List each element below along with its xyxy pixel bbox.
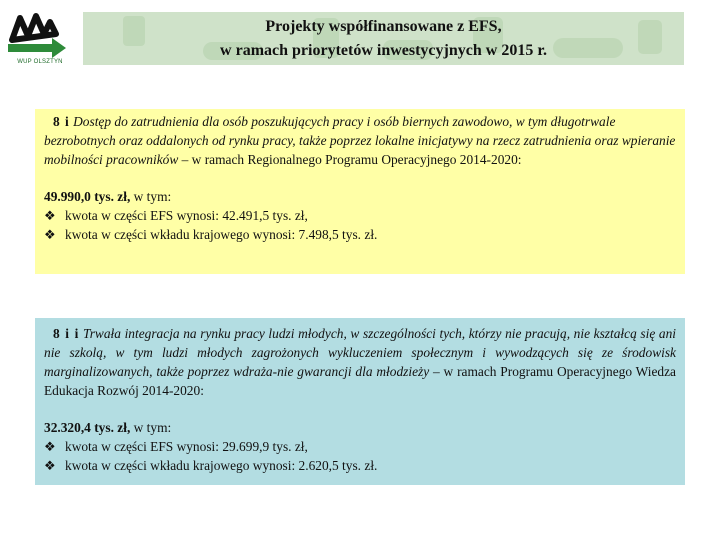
amount-line: [44, 187, 676, 206]
total-amount: 32.320,4 tys. zł,: [44, 420, 131, 435]
logo-caption: WUP OLSZTYN: [17, 59, 63, 65]
diamond-bullet-icon: ❖: [44, 439, 56, 454]
priority-description: [44, 324, 676, 400]
priority-description-program: – w ramach Programu Operacyjnego Wiedza Edukacja Rozwój 2014-2020:: [44, 364, 677, 398]
diamond-bullet-icon: ❖: [44, 227, 56, 242]
priority-number: 8 i i: [53, 326, 80, 341]
amount-line: [44, 418, 676, 437]
list-item: [44, 456, 676, 475]
bullet-text: kwota w części EFS wynosi: 42.491,5 tys. zł,: [65, 208, 308, 223]
logo-arrow-icon: [6, 10, 74, 60]
list-item: [44, 437, 676, 456]
bullet-text: kwota w części wkładu krajowego wynosi: 2.620,5 tys. zł.: [65, 458, 378, 473]
title-line-1: Projekty współfinansowane z EFS,: [265, 18, 502, 35]
logo: [6, 10, 74, 68]
amount-suffix: w tym:: [130, 420, 172, 435]
priority-panel-8ii: [35, 318, 685, 485]
diamond-bullet-icon: ❖: [44, 458, 56, 473]
list-item: [44, 225, 676, 244]
title-banner: [83, 12, 684, 65]
priority-description-program: – w ramach Regionalnego Programu Operacyjnego 2014-2020:: [178, 152, 522, 167]
priority-panel-8i: [35, 109, 685, 274]
list-item: [44, 206, 676, 225]
amount-suffix: w tym:: [130, 189, 172, 204]
bullet-text: kwota w części wkładu krajowego wynosi: 7.498,5 tys. zł.: [65, 227, 378, 242]
priority-number: 8 i: [53, 114, 70, 129]
bullet-text: kwota w części EFS wynosi: 29.699,9 tys. zł,: [65, 439, 308, 454]
priority-description-italic: Dostęp do zatrudnienia dla osób poszukujących pracy i osób biernych zawodowo, w tym długotrwale bezrobotnych oraz oddalonych od rynku pracy, także poprzez lokalne inicjatywy na rzecz zatrudnienia oraz wpieranie mobilności pracowników: [44, 114, 676, 167]
diamond-bullet-icon: ❖: [44, 208, 56, 223]
priority-description: [44, 112, 676, 169]
title-line-2: w ramach priorytetów inwestycyjnych w 2015 r.: [220, 42, 547, 59]
total-amount: 49.990,0 tys. zł,: [44, 189, 131, 204]
page-title: [83, 15, 684, 63]
priority-description-italic: Trwała integracja na rynku pracy ludzi młodych, w szczególności tych, którzy nie pracują, nie kształcą się ani nie szkolą, w tym ludzi młodych zagrożonych wykluczeniem społecznym i wywodzących się ze środowisk marginalizowanych, także poprzez wdraża-nie gwarancji dla młodzieży: [44, 326, 676, 379]
